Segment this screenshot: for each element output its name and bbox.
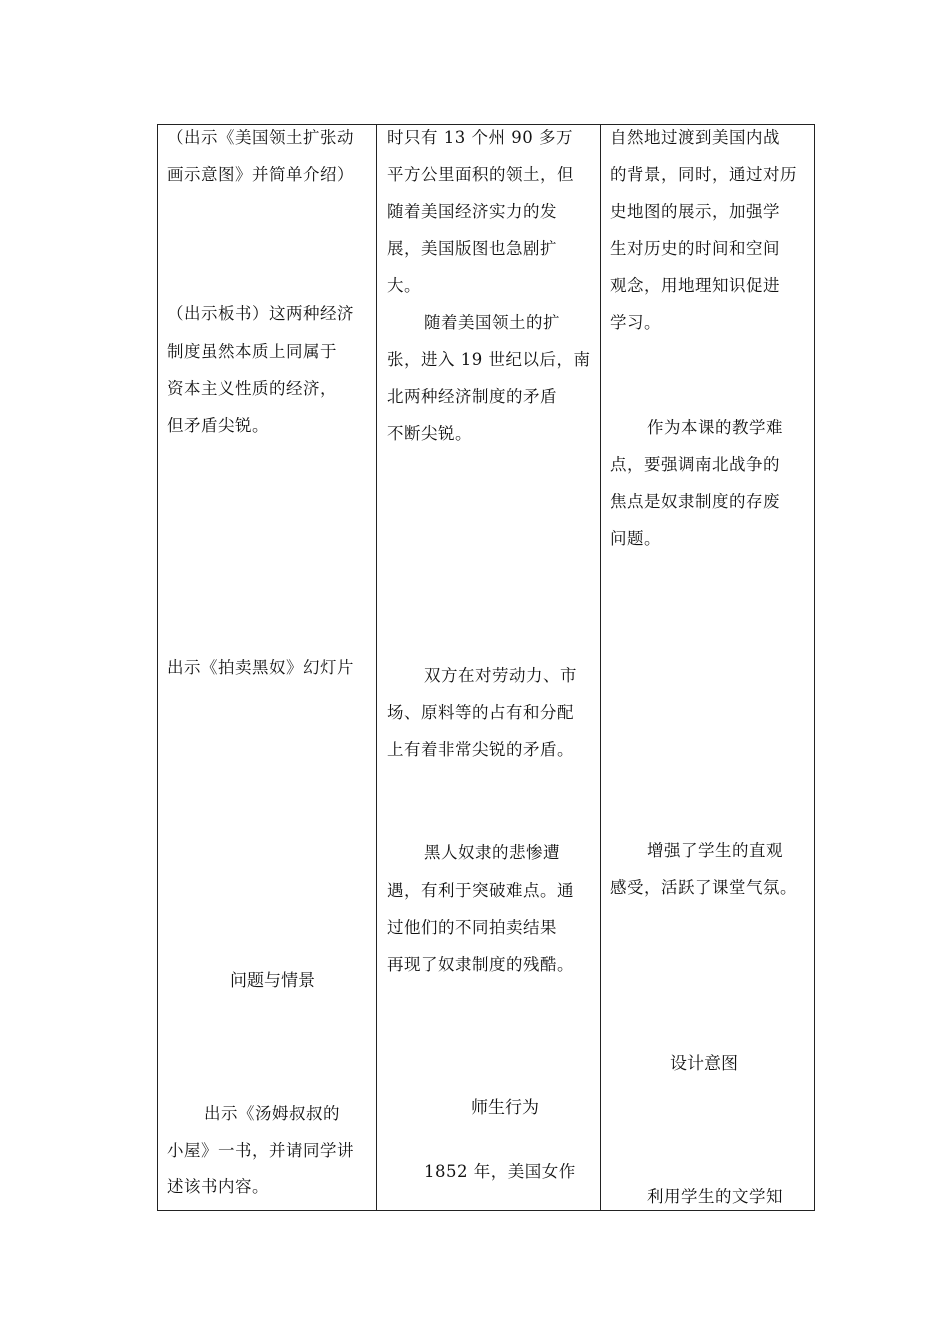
col3-block3-line: 感受，活跃了课堂气氛。 xyxy=(610,878,797,897)
col1-block4-line: 述该书内容。 xyxy=(167,1177,269,1196)
col1-block1-line: （出示《美国领土扩张动 xyxy=(167,128,354,147)
col2-block2-line: 不断尖锐。 xyxy=(387,424,472,443)
col3-block2-line: 点，要强调南北战争的 xyxy=(610,455,780,474)
col2-block4-line: 过他们的不同拍卖结果 xyxy=(387,918,557,937)
col2-block1-line: 大。 xyxy=(387,276,421,295)
col2-block4-line: 黑人奴隶的悲惨遭 xyxy=(424,843,560,862)
col3-block2-line: 问题。 xyxy=(610,529,661,548)
col2-block2-line: 张，进入 19 世纪以后，南 xyxy=(387,350,591,369)
col3-block2-line: 焦点是奴隶制度的存废 xyxy=(610,492,780,511)
heading-problem-and-scenario: 问题与情景 xyxy=(230,971,315,991)
col2-block1-line: 平方公里面积的领土，但 xyxy=(387,165,574,184)
heading-design-intent: 设计意图 xyxy=(670,1054,738,1074)
col1-block4-line: 小屋》一书，并请同学讲 xyxy=(167,1141,354,1160)
col1-block2-line: 资本主义性质的经济， xyxy=(167,379,337,398)
col3-block1-line: 生对历史的时间和空间 xyxy=(610,239,780,258)
col1-block2-line: （出示板书）这两种经济 xyxy=(167,304,354,323)
col3-block1-line: 史地图的展示，加强学 xyxy=(610,202,780,221)
col3-block1-line: 学习。 xyxy=(610,313,661,332)
col1-block1-line: 画示意图》并简单介绍） xyxy=(167,165,354,184)
col1-block2-line: 制度虽然本质上同属于 xyxy=(167,342,337,361)
column-divider-1 xyxy=(376,124,377,1211)
col2-block3-line: 上有着非常尖锐的矛盾。 xyxy=(387,740,574,759)
column-divider-2 xyxy=(600,124,601,1211)
col2-block4-line: 遇，有利于突破难点。通 xyxy=(387,881,574,900)
col3-block2-line: 作为本课的教学难 xyxy=(647,418,783,437)
col3-block1-line: 的背景，同时，通过对历 xyxy=(610,165,797,184)
col2-block3-line: 双方在对劳动力、市 xyxy=(424,666,577,685)
heading-teacher-student-behavior: 师生行为 xyxy=(471,1098,539,1118)
col2-block1-line: 随着美国经济实力的发 xyxy=(387,202,557,221)
col2-block5-line: 1852 年，美国女作 xyxy=(424,1162,576,1181)
col3-block1-line: 观念，用地理知识促进 xyxy=(610,276,780,295)
col3-block3-line: 增强了学生的直观 xyxy=(647,841,783,860)
col1-block4-line: 出示《汤姆叔叔的 xyxy=(204,1104,340,1123)
col2-block3-line: 场、原料等的占有和分配 xyxy=(387,703,574,722)
col2-block1-line: 展，美国版图也急剧扩 xyxy=(387,239,557,258)
col2-block4-line: 再现了奴隶制度的残酷。 xyxy=(387,955,574,974)
col2-block2-line: 北两种经济制度的矛盾 xyxy=(387,387,557,406)
col2-block2-line: 随着美国领土的扩 xyxy=(424,313,560,332)
col1-block3-line: 出示《拍卖黑奴》幻灯片 xyxy=(167,658,354,677)
col3-block4-line: 利用学生的文学知 xyxy=(647,1187,783,1206)
col2-block1-line: 时只有 13 个州 90 多万 xyxy=(387,128,573,147)
col3-block1-line: 自然地过渡到美国内战 xyxy=(610,128,780,147)
col1-block2-line: 但矛盾尖锐。 xyxy=(167,416,269,435)
